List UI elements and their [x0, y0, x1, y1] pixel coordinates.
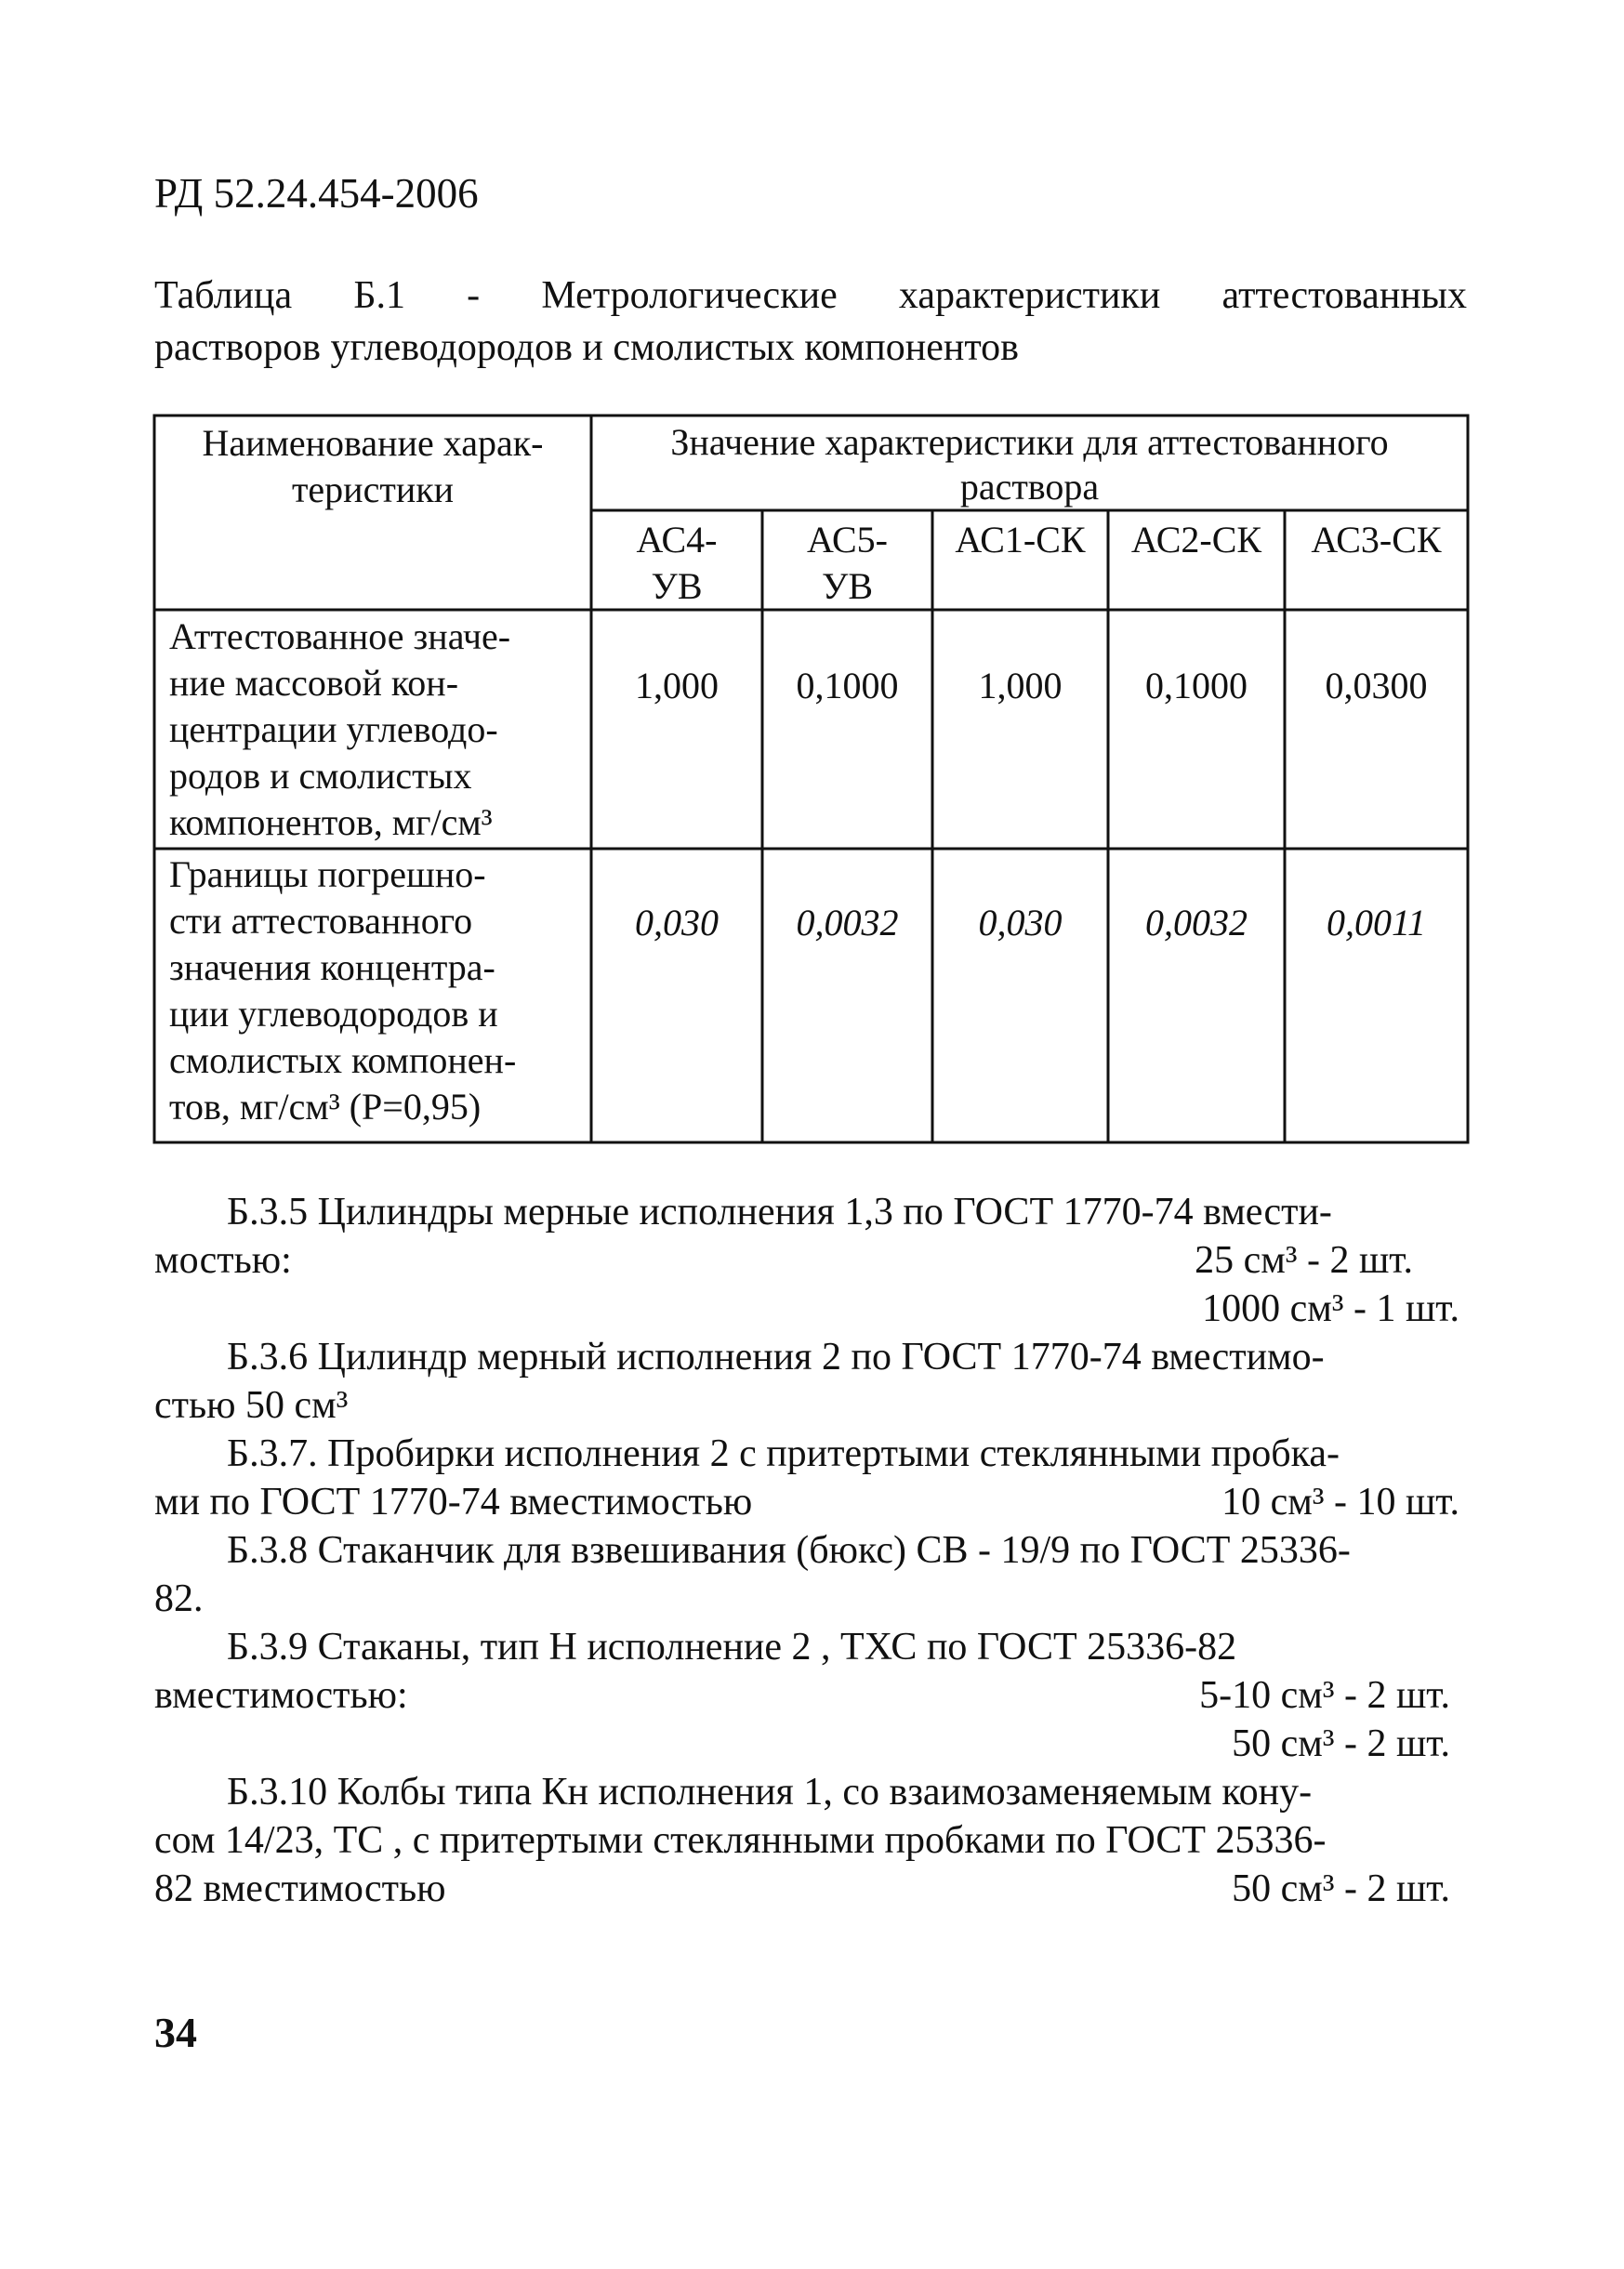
header-line: АС2-СК: [1130, 519, 1262, 561]
header-line: раствора: [959, 466, 1100, 508]
paragraph-b39-qty1: 5-10 см³ - 2 шт.: [1199, 1674, 1450, 1717]
column-header-ac3-sk: [1285, 517, 1468, 563]
header-line: АС4-: [636, 519, 718, 561]
paragraph-b37-line1: Б.3.7. Пробирки исполнения 2 с притертыми стеклянными пробка-: [227, 1432, 1340, 1475]
paragraph-b39-left: вместимостью:: [154, 1674, 408, 1717]
paragraph-b39-line1: Б.3.9 Стаканы, тип Н исполнение 2 , ТХС по ГОСТ 25336-82: [227, 1626, 1237, 1669]
column-header-ac5-uv: [762, 517, 932, 610]
label-line: Границы погрешно-: [169, 853, 486, 895]
table-cell: 0,0032: [1145, 902, 1248, 943]
paragraph-b35-qty1: 25 см³ - 2 шт.: [1195, 1239, 1413, 1282]
label-line: ции углеводородов и: [169, 993, 498, 1035]
table-cell: 0,1000: [796, 665, 899, 706]
paragraph-b310-left: 82 вместимостью: [154, 1867, 446, 1910]
table-caption-line-1: [154, 273, 1467, 318]
label-line: компонентов, мг/см³: [169, 801, 493, 843]
paragraph-b37-qty: 10 см³ - 10 шт.: [1221, 1481, 1459, 1524]
label-line: центрации углеводо-: [169, 708, 498, 750]
caption-word: Б.1: [353, 274, 405, 317]
label-line: сти аттестованного: [169, 900, 473, 942]
header-line: Наименование харак-: [202, 422, 544, 464]
paragraph-b35-qty2: 1000 см³ - 1 шт.: [1202, 1287, 1459, 1330]
header-line: УВ: [651, 565, 703, 607]
paragraph-b310-line1: Б.3.10 Колбы типа Кн исполнения 1, со взаимозаменяемым кону-: [227, 1771, 1313, 1814]
paragraph-b38-line1: Б.3.8 Стаканчик для взвешивания (бюкс) СВ - 19/9 по ГОСТ 25336-: [227, 1529, 1351, 1572]
paragraph-b36-line2: стью 50 см³: [154, 1384, 349, 1427]
table-cell: 0,1000: [1145, 665, 1248, 706]
page-number: 34: [154, 2009, 197, 2056]
header-line: АС1-СК: [955, 519, 1086, 561]
table-cell: 0,0032: [796, 902, 899, 943]
table-cell: 0,030: [978, 902, 1063, 943]
caption-word: -: [467, 274, 481, 317]
header-line: АС5-: [807, 519, 888, 561]
table-caption-line-2: растворов углеводородов и смолистых компонентов: [154, 326, 1019, 369]
caption-word: аттестованных: [1221, 274, 1467, 317]
column-header-name: [154, 420, 591, 513]
paragraph-b37-left: ми по ГОСТ 1770-74 вместимостью: [154, 1481, 753, 1524]
row-label-error-limits: [169, 851, 578, 1130]
label-line: тов, мг/см³ (Р=0,95): [169, 1086, 482, 1128]
paragraph-b35-left: мостью:: [154, 1239, 292, 1282]
label-line: ние массовой кон-: [169, 662, 459, 704]
row-label-certified-value: [169, 613, 578, 846]
label-line: Аттестованное значе-: [169, 615, 511, 657]
table-cell: 1,000: [635, 665, 719, 706]
table-cell: 0,0300: [1325, 665, 1428, 706]
label-line: родов и смолистых: [169, 755, 472, 797]
paragraph-b35-line1: Б.3.5 Цилиндры мерные исполнения 1,3 по ГОСТ 1770-74 вмести-: [227, 1191, 1332, 1233]
caption-word: характеристики: [898, 274, 1161, 317]
column-group-header: [591, 420, 1468, 509]
paragraph-b36-line1: Б.3.6 Цилиндр мерный исполнения 2 по ГОСТ 1770-74 вместимо-: [227, 1336, 1325, 1379]
table-cell: 0,0011: [1326, 902, 1427, 943]
paragraph-b39-qty2: 50 см³ - 2 шт.: [1232, 1722, 1450, 1765]
paragraph-b38-line2: 82.: [154, 1577, 204, 1620]
caption-word: Метрологические: [541, 274, 838, 317]
document-code: РД 52.24.454-2006: [154, 170, 479, 217]
table-cell: 0,030: [635, 902, 719, 943]
header-line: УВ: [822, 565, 873, 607]
header-line: теристики: [291, 468, 455, 510]
column-header-ac1-sk: [932, 517, 1108, 563]
table-cell: 1,000: [978, 665, 1063, 706]
header-line: Значение характеристики для аттестованного: [670, 421, 1389, 463]
header-line: АС3-СК: [1311, 519, 1442, 561]
caption-word: Таблица: [154, 274, 293, 317]
column-header-ac4-uv: [591, 517, 762, 610]
label-line: значения концентра-: [169, 946, 495, 988]
label-line: смолистых компонен-: [169, 1039, 517, 1081]
paragraph-b310-line2: сом 14/23, ТС , с притертыми стеклянными пробками по ГОСТ 25336-: [154, 1819, 1327, 1862]
paragraph-b310-qty: 50 см³ - 2 шт.: [1232, 1867, 1450, 1910]
column-header-ac2-sk: [1108, 517, 1285, 563]
